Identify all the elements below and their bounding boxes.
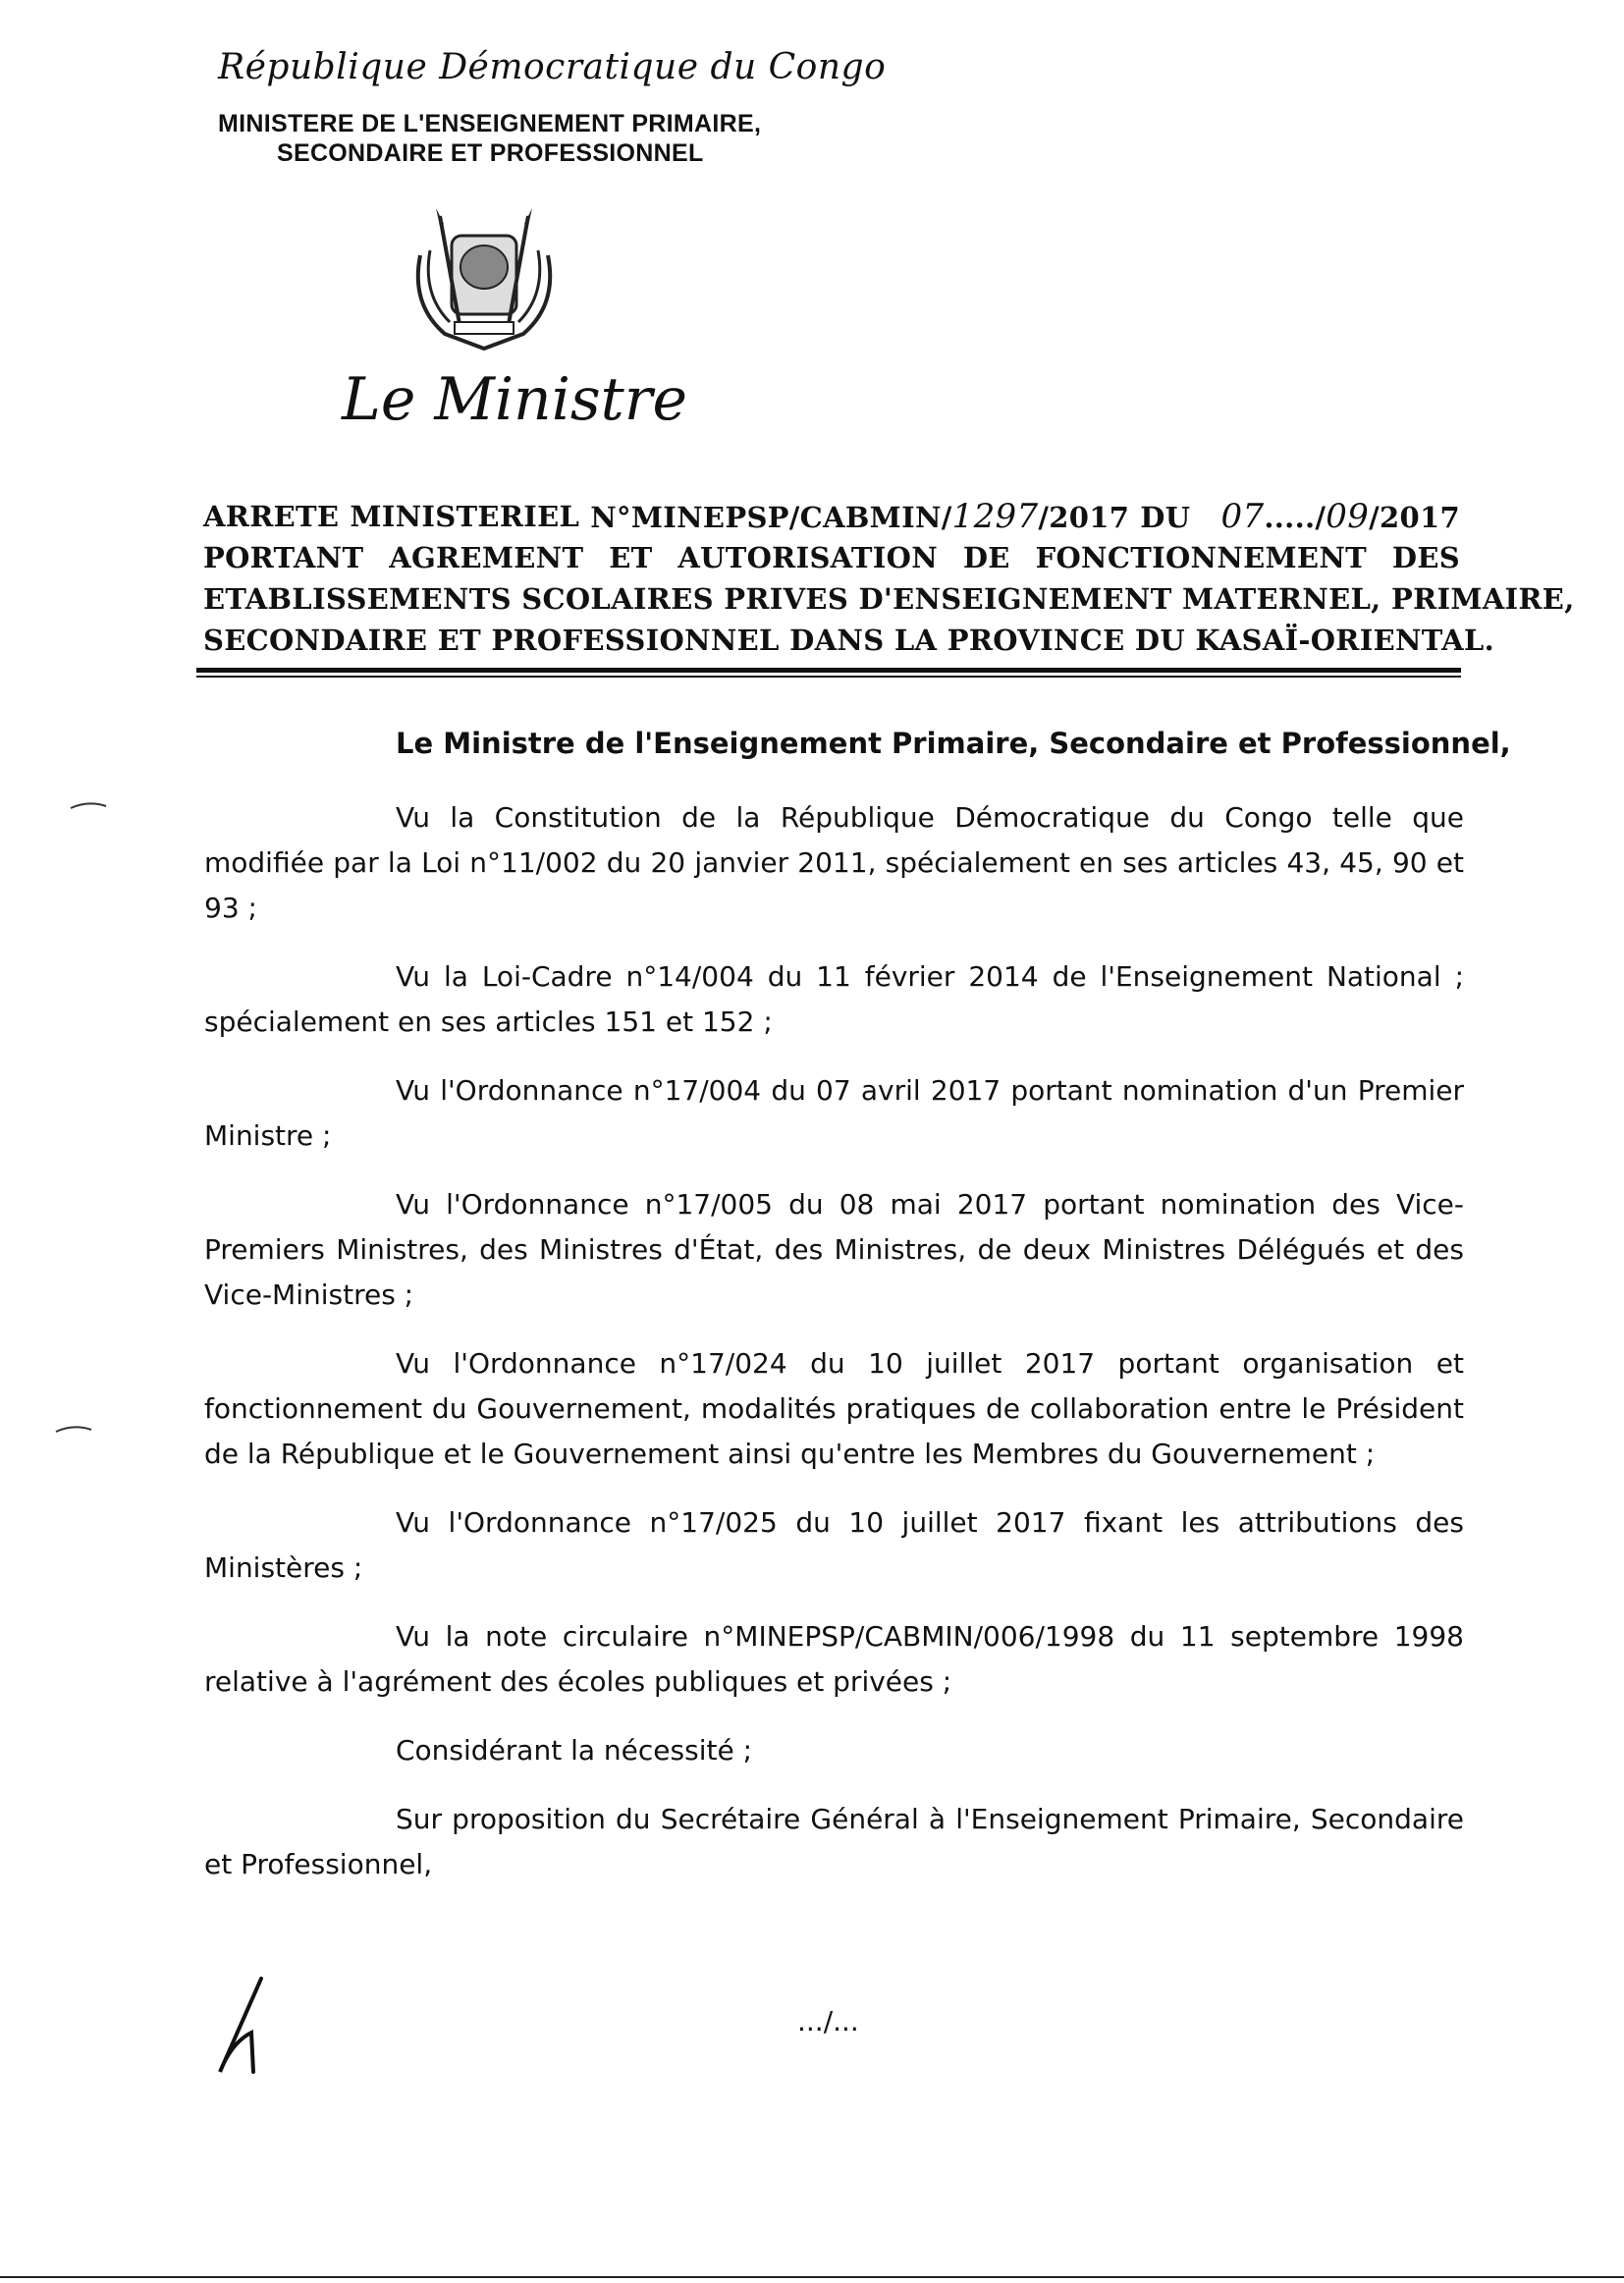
title-underline-thin (196, 676, 1461, 678)
title-word: DE (962, 541, 1010, 574)
ministry-name-line1: MINISTERE DE L'ENSEIGNEMENT PRIMAIRE, (218, 110, 762, 137)
arrete-title-row4: SECONDAIRE ET PROFESSIONNEL DANS LA PROVINCE DU KASAÏ-ORIENTAL. (203, 624, 1494, 657)
title-underline-thick (196, 668, 1461, 673)
date-part (1140, 496, 1460, 537)
paragraph-proposition: Sur proposition du Secrétaire Général à l'Enseignement Primaire, Secondaire et Professionnel, (204, 1803, 1464, 1880)
paragraph-ordonnance-025: Vu l'Ordonnance n°17/025 du 10 juillet 2017 fixant les attributions des Ministères ; (204, 1506, 1464, 1584)
paragraph-constitution: Vu la Constitution de la République Démocratique du Congo telle que modifiée par la Loi n°11/002 du 20 janvier 2011, spécialement en ses articles 43, 45, 90 et 93 ; (204, 801, 1464, 924)
arrete-title-row1 (203, 496, 1460, 537)
date-year: /2017 (1369, 501, 1460, 534)
paragraph-loi-cadre: Vu la Loi-Cadre n°14/004 du 11 février 2014 de l'Enseignement National ; spécialement en ses articles 151 et 152 ; (204, 960, 1464, 1038)
arrete-title-row3: ETABLISSEMENTS SCOLAIRES PRIVES D'ENSEIGNEMENT MATERNEL, PRIMAIRE, (203, 582, 1575, 616)
arrete-title-row2 (203, 537, 1460, 578)
du-word: DU (1140, 501, 1191, 534)
coat-of-arms-icon (401, 196, 568, 363)
date-sep1: ..... (1264, 501, 1316, 534)
paragraph-considerant: Considérant la nécessité ; (396, 1734, 753, 1767)
arrete-number (590, 496, 1129, 537)
title-word: PORTANT (203, 541, 364, 574)
ministeriel-word: MINISTERIEL (350, 500, 580, 533)
handwritten-number: 1297 (951, 497, 1039, 536)
title-word: ET (609, 541, 653, 574)
margin-mark-icon (54, 1424, 93, 1434)
margin-mark-icon (69, 800, 108, 810)
page-continuation: .../... (797, 2005, 859, 2038)
title-word: FONCTIONNEMENT (1035, 541, 1368, 574)
paragraph-note-circulaire: Vu la note circulaire n°MINEPSP/CABMIN/006/1998 du 11 septembre 1998 relative à l'agrément des écoles publiques et privées ; (204, 1620, 1464, 1698)
republic-heading: République Démocratique du Congo (218, 47, 887, 87)
arrete-word: ARRETE (203, 500, 340, 533)
arrete-title (203, 496, 1575, 661)
title-word: AUTORISATION (677, 541, 939, 574)
handwritten-month: 09 (1326, 497, 1370, 536)
number-year: /2017 (1038, 501, 1130, 534)
number-prefix: N°MINEPSP/CABMIN/ (590, 501, 952, 534)
paragraph-ordonnance-024: Vu l'Ordonnance n°17/024 du 10 juillet 2017 portant organisation et fonctionnement du Gouvernement, modalités pratiques de collaboration entre le Président de la République et le Gouvernement ainsi qu'entre les Membres du Gouvernement ; (204, 1347, 1464, 1470)
paragraph-ordonnance-005: Vu l'Ordonnance n°17/005 du 08 mai 2017 portant nomination des Vice-Premiers Ministres, des Ministres d'État, des Ministres, de deux Ministres Délégués et des Vice-Ministres ; (204, 1188, 1464, 1311)
le-ministre-heading: Le Ministre (342, 365, 687, 434)
paragraph-ordonnance-004: Vu l'Ordonnance n°17/004 du 07 avril 2017 portant nomination d'un Premier Ministre ; (204, 1074, 1464, 1152)
date-sep2: / (1315, 501, 1326, 534)
handwritten-initial-icon (212, 1974, 271, 2082)
handwritten-day: 07 (1220, 497, 1265, 536)
ministry-name-line2: SECONDAIRE ET PROFESSIONNEL (277, 139, 704, 167)
title-word: AGREMENT (389, 541, 584, 574)
minister-intro: Le Ministre de l'Enseignement Primaire, Secondaire et Professionnel, (396, 727, 1511, 760)
scan-edge-line (0, 2276, 1624, 2278)
preamble (204, 795, 1464, 1911)
title-word: DES (1391, 541, 1460, 574)
